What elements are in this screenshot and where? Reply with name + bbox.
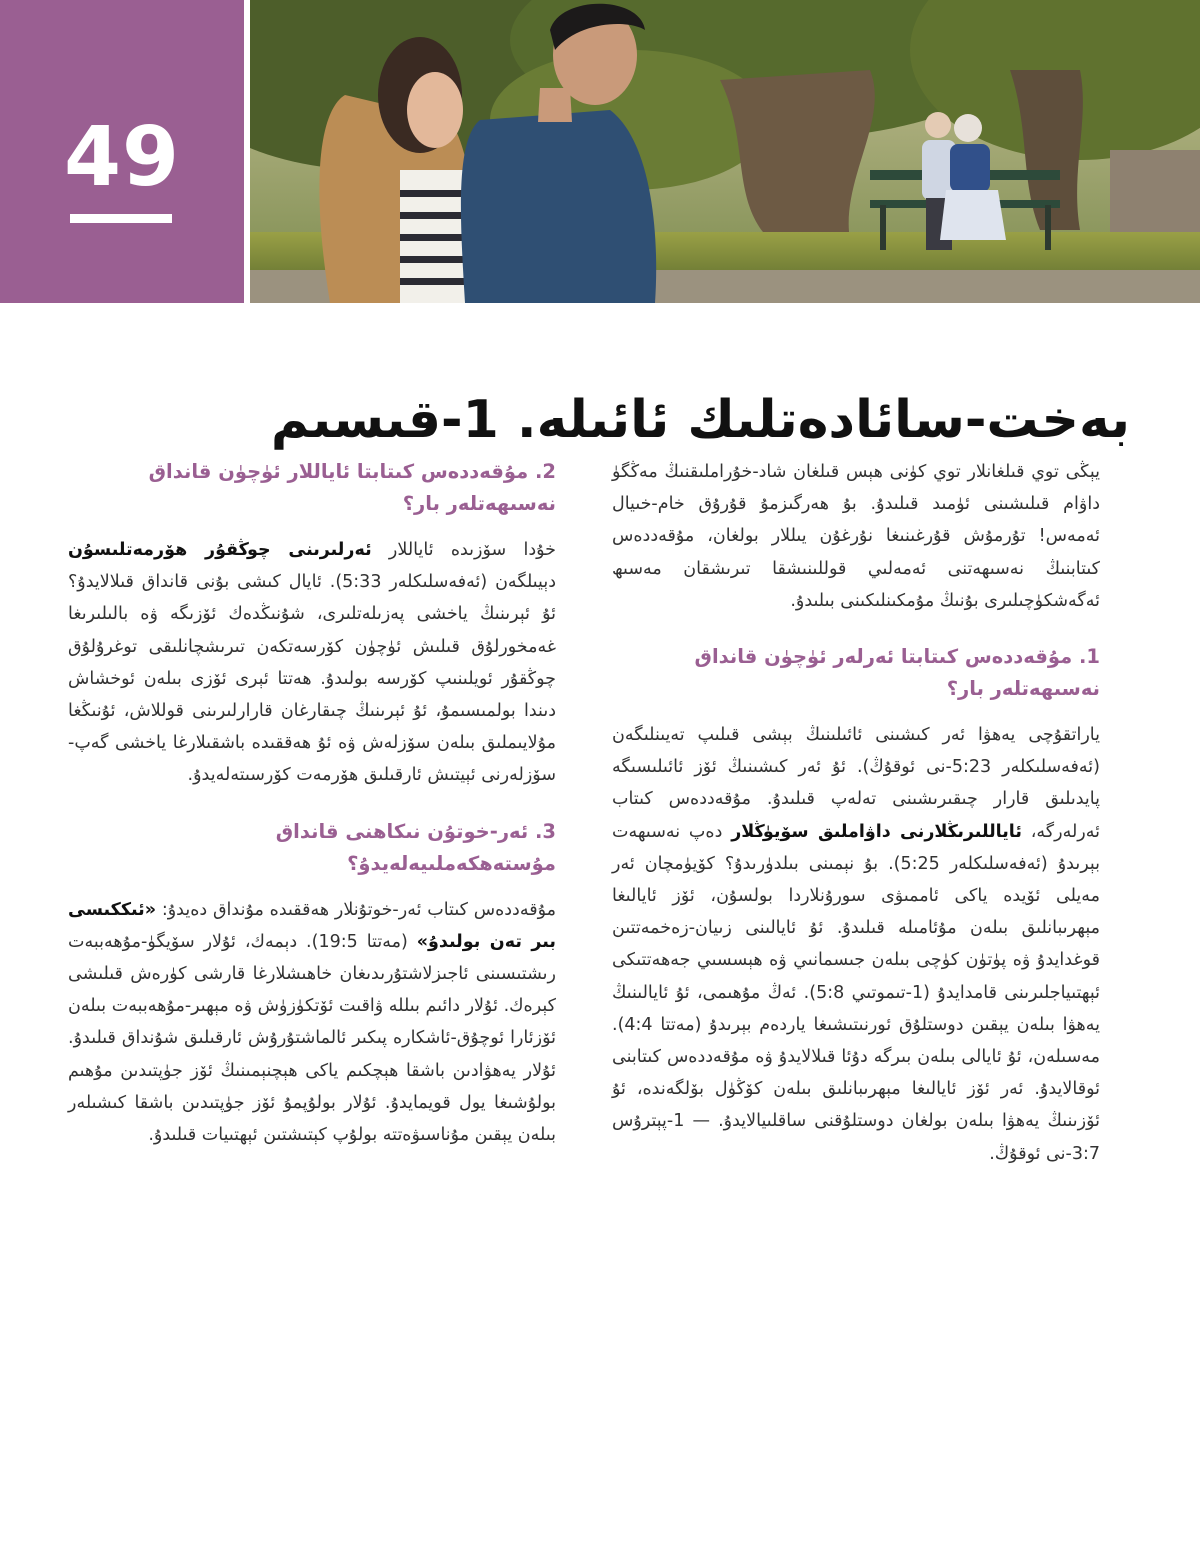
bold-phrase: ئاياللىرىڭلارنى داۋاملىق سۆيۈڭلار [731,821,1022,842]
section-3-body [68,894,556,1152]
section-3-heading [68,816,556,880]
section-number: 2. [535,460,556,483]
couple-in-park-photo [250,0,1200,303]
section-2-body [68,534,556,792]
body-text: دەپ نەسىھەت بېرىدۇ (ئەفەسلىكلەر 5:25). بۇ نېمىنى بىلدۈرىدۇ؟ كۆيۈمچان ئەر مەيلى ئۆيدە ياكى ئاممىۋى سورۇنلاردا بولسۇن، ئۆز ئايالىغا مېھرىبانلىق بىلەن مۇئامىلە قىلىدۇ. ئۇ ئايالىنى زىيان-زەخمەتتىن قوغدايدۇ ۋە پۈتۈن كۈچى بىلەن جىسمانىي ۋە ھېسسىي جەھەتتىكى ئېھتىياجلىرىنى قامدايدۇ (1-تىموتىي 5:8). ئەڭ مۇھىمى، ئۇ ئايالىنىڭ يەھۋا بىلەن يېقىن دوستلۇق ئورنىتىشىغا ياردەم بېرىدۇ (مەتتا 4:4). مەسىلەن، ئۇ ئايالى بىلەن بىرگە دۇئا قىلالايدۇ ۋە مۇقەددەس كىتابنى ئوقالايدۇ. ئەر ئۆز ئايالىغا مېھرىبانلىق بىلەن كۆڭۈل بۆلگەندە، ئۇ ئۆزىنىڭ يەھۋا بىلەن بولغان دوستلۇقنى ساقلىيالايدۇ. — 1-پېترۇس 3:7-نى ئوقۇڭ. [612,821,1101,1164]
lesson-badge [0,0,244,303]
bold-phrase: ئەرلىرىنى چوڭقۇر ھۆرمەتلىسۇن [68,540,372,560]
section-2-heading [68,456,556,520]
section-heading-text: ئەر-خوتۇن نىكاھنى قانداق مۇستەھكەملىيەلەيدۇ؟ [275,819,556,875]
section-heading-text: مۇقەددەس كىتابتا ئاياللار ئۈچۈن قانداق نەسىھەتلەر بار؟ [148,460,556,515]
section-number: 1. [1079,645,1100,669]
section-heading-text: مۇقەددەس كىتابتا ئەرلەر ئۈچۈن قانداق نەسىھەتلەر بار؟ [694,645,1100,701]
section-1-body [612,719,1100,1170]
section-1-heading [612,641,1100,705]
body-text: مۇقەددەس كىتاب ئەر-خوتۇنلار ھەققىدە مۇنداق دەيدۇ: [156,899,556,920]
bold-phrase: «ئىككىسى بىر تەن بولىدۇ» [68,899,556,952]
intro-paragraph: يېڭى توي قىلغانلار توي كۈنى ھېس قىلغان شاد-خۇراملىقنىڭ مەڭگۈ داۋام قىلىشىنى ئۈمىد قىلىدۇ. بۇ ھەرگىزمۇ قۇرۇق خام-خىيال ئەمەس! تۇرمۇش قۇرغىنىغا نۇرغۇن يىللار بولغان، مۇقەددەس كىتابنىڭ نەسىھەتنى ئەمەلىي قوللىنىشقا تىرىشقان مەسىھ ئەگەشكۈچىلىرى بۇنىڭ مۇمكىنلىكىنى بىلىدۇ. [612,462,1100,611]
section-number: 3. [535,819,556,843]
body-text: خۇدا سۆزىدە ئاياللار [371,540,556,560]
lesson-number: 49 [63,110,181,205]
body-text: دېيىلگەن (ئەفەسلىكلەر 5:33). ئايال كىشى بۇنى قانداق قىلالايدۇ؟ ئۇ ئېرىنىڭ ياخشى پەزىلەتلىرى، شۇنىڭدەك ئۆزىگە ۋە بالىلىرىغا غەمخورلۇق قىلىش ئۈچۈن كۆرسەتكەن تىرىشچانلىقى توغرۇلۇق چوڭقۇر ئويلىنىپ كۆرسە بولىدۇ. ھەتتا ئېرى ئۆزى بىلەن ئوخشاش دىندا بولمىسىمۇ، ئۇ ئېرىنىڭ چىقارغان قارارلىرىنى قوللاش، ئۇنىڭغا مۇلايىملىق بىلەن سۆزلەش ۋە ئۇ ھەققىدە باشقىلارغا ياخشى گەپ-سۆزلەرنى ئېيتىش ئارقىلىق ھۆرمەت كۆرسىتەلەيدۇ. [68,572,557,786]
page-title: بەخت-سائادەتلىك ئائىلە. 1-قىسىم [270,389,1130,450]
lesson-divider [70,214,172,223]
body-text: ياراتقۇچى يەھۋا ئەر كىشىنى ئائىلىنىڭ بېشى قىلىپ تەيىنلىگەن (ئەفەسلىكلەر 5:23-نى ئوقۇڭ). ئۇ ئەر كىشىنىڭ ئۆز ئائىلىسىگە پايدىلىق قارار چىقىرىشىنى تەلەپ قىلىدۇ. مۇقەددەس كىتاب ئەرلەرگە، [612,725,1100,842]
right-column [612,456,1100,1170]
body-text: (مەتتا 19:5). دېمەك، ئۇلار سۆيگۈ-مۇھەببەت رىشتىسىنى ئاجىزلاشتۇرىدىغان خاھىشلارغا قارشى كۈرەش قىلىشى كېرەك. ئۇلار دائىم بىللە ۋاقىت ئۆتكۈزۈش ۋە مېھىر-مۇھەببەت بىلەن ئۆزئارا ئوچۇق-ئاشكارە پىكىر ئالماشتۇرۇش ئارقىلىق شۇنداق قىلىدۇ. ئۇلار يەھۋادىن باشقا ھېچكىم ياكى ھېچنېمىنىڭ ئۆز جۈپتىدىن مۇھىم بولۇشىغا يول قويمايدۇ. ئۇلار بولۇپمۇ ئۆز جۈپتىدىن باشقا كىشىلەر بىلەن يېقىن مۇناسىۋەتتە بولۇپ كېتىشتىن ئېھتىيات قىلىدۇ. [68,931,556,1146]
header-photo [250,0,1200,303]
left-column [68,456,556,1151]
